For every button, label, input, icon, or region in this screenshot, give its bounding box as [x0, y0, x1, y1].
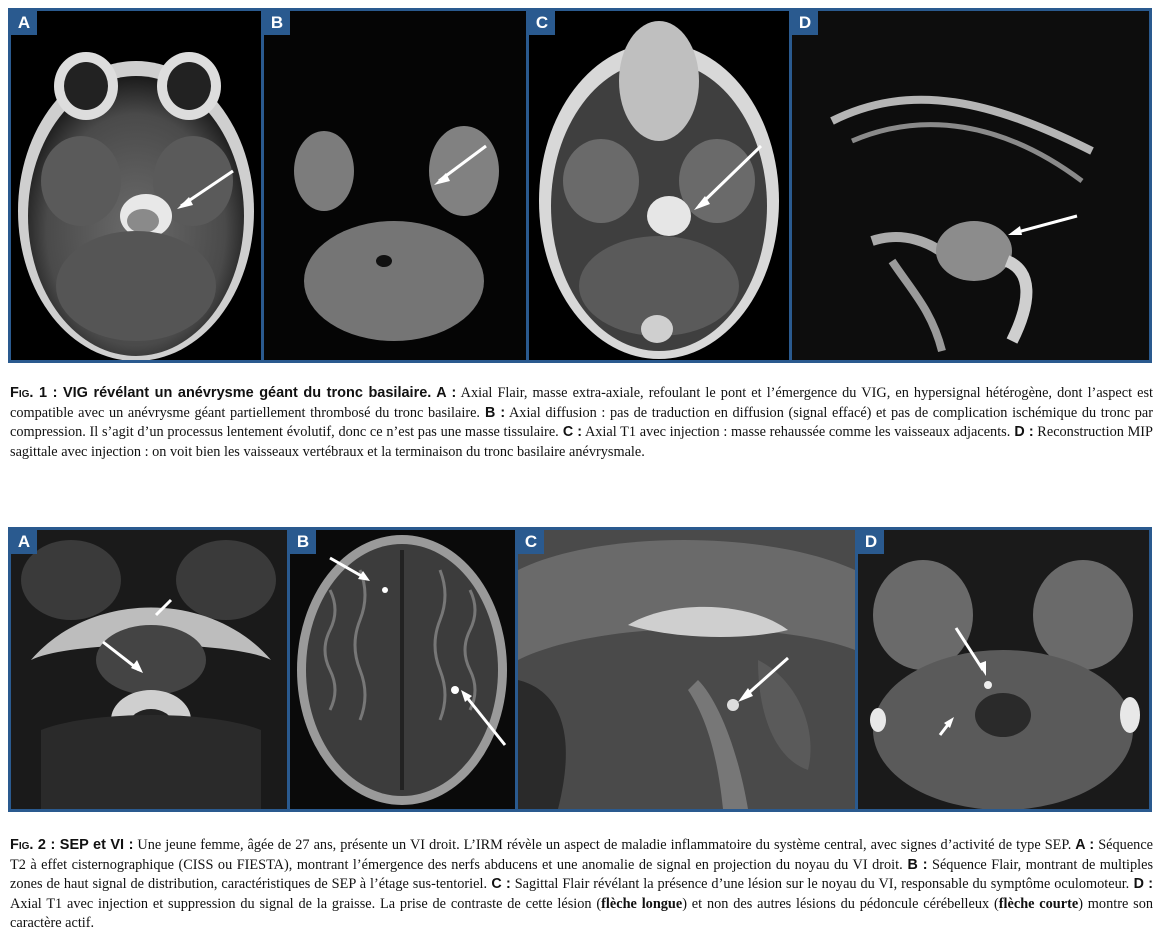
fig2-caption-intro: Une jeune femme, âgée de 27 ans, présente un VI droit. L’IRM révèle un aspect de maladie inflammatoire du système central, avec signes d’activité de type SEP.: [133, 837, 1072, 853]
fig1-caption-b-text: Axial diffusion : pas de traduction en diffusion (signal effacé) et pas de complication ischémique du tronc par compression. Il s’agit d’un processus lentement évolutif, donc ce n’est pas une masse tissulaire.: [10, 404, 1153, 440]
fig2-caption-b-text: Séquence Flair, montrant de multiples zones de haut signal de distribution, caractéristiques de SEP à l’étage sus-tentoriel.: [10, 856, 1154, 892]
fig2-caption-c-text: Sagittal Flair révélant la présence d’une lésion sur le noyau du VI, responsable du symptôme oculomoteur.: [510, 876, 1130, 892]
fig1-panel-b-mri: [264, 11, 526, 360]
fig2-caption-d-text-3: ) montre son caractère actif.: [10, 895, 1153, 931]
fig2-panel-b-label: B: [290, 530, 316, 554]
fig1-panel-c-label: C: [529, 11, 555, 35]
fig2-panel-a-mri: [11, 530, 287, 809]
fig2-caption-d-text-2: ) et non des autres lésions du pédoncule cérébelleux (: [682, 895, 999, 912]
fig1-caption-d-text: Reconstruction MIP sagittale avec injection : on voit bien les vaisseaux vertébraux et la terminaison du tronc basilaire anévrysmale.: [10, 424, 1153, 460]
axial-t1-image: [529, 11, 789, 360]
fig2-caption-a-text: Séquence T2 à effet cisternographique (CISS ou FIESTA), montrant l’émergence des nerfs abducens et une anomalie de signal en projection du noyau du VI droit.: [10, 837, 1154, 873]
t2-ciss-image: [11, 530, 287, 809]
fig1-caption-c-text: Axial T1 avec injection : masse rehaussée comme les vaisseaux adjacents.: [582, 424, 1011, 440]
fig2-caption-title: SEP et VI :: [55, 837, 134, 853]
fig1-panel-a-label: A: [11, 11, 37, 35]
sagittal-mip-image: [792, 11, 1149, 360]
flair-image: [290, 530, 515, 809]
fig2-panel-c-mri: [518, 530, 855, 809]
fig1-panel-d-mri: [792, 11, 1149, 360]
sagittal-flair-image: [518, 530, 855, 809]
short-arrow-term: flèche courte: [998, 895, 1079, 912]
figure-1-caption: Fig. 1 : VIG révélant un anévrysme géant du tronc basilaire. A : Axial Flair, masse extra-axiale, refoulant le pont et l’émergence du VIG, en hypersignal hétérogène, dont l’aspect est compatible avec un anévrysme géant partiellement thrombosé du tronc basilaire. B : Axial diffusion : pas de traduction en diffusion (signal effacé) et pas de complication ischémique du tronc par compression. Il s’agit d’un processus lentement évolutif, donc ce n’est pas une masse tissulaire. C : Axial T1 avec injection : masse rehaussée comme les vaisseaux adjacents. D : Reconstruction MIP sagittale avec injection : on voit bien les vaisseaux vertébraux et la terminaison du tronc basilaire anévrysmale.: [10, 385, 1154, 460]
axial-diffusion-image: [264, 11, 526, 360]
fig2-panel-a-label: A: [11, 530, 37, 554]
fig1-caption-title: VIG révélant un anévrysme géant du tronc basilaire.: [57, 385, 432, 401]
fig2-panel-d-mri: [858, 530, 1149, 809]
fig2-caption-label: Fig. 2 :: [10, 837, 56, 853]
fig1-caption-label: Fig. 1 :: [10, 385, 58, 401]
axial-flair-image: [11, 11, 261, 360]
axial-t1-fatsat-image: [858, 530, 1149, 809]
fig1-panel-d-label: D: [792, 11, 818, 35]
fig1-panel-c-mri: [529, 11, 789, 360]
fig1-caption-a-text: Axial Flair, masse extra-axiale, refoulant le pont et l’émergence du VIG, en hypersignal hétérogène, dont l’aspect est compatible avec un anévrysme géant partiellement thrombosé du tronc basilaire.: [10, 385, 1154, 421]
fig2-panel-d-label: D: [858, 530, 884, 554]
fig1-panel-a-mri: [11, 11, 261, 360]
long-arrow-term: flèche longue: [601, 895, 683, 912]
fig2-caption-d-text-1: Axial T1 avec injection et suppression du signal de la graisse. La prise de contraste de cette lésion (: [10, 895, 602, 912]
fig2-panel-c-label: C: [518, 530, 544, 554]
fig1-panel-b-label: B: [264, 11, 290, 35]
figure-2-caption: Fig. 2 : SEP et VI : Une jeune femme, âgée de 27 ans, présente un VI droit. L’IRM révèle un aspect de maladie inflammatoire du système central, avec signes d’activité de type SEP. A : Séquence T2 à effet cisternographique (CISS ou FIESTA), montrant l’émergence des nerfs abducens et une anomalie de signal en projection du noyau du VI droit. B : Séquence Flair, montrant de multiples zones de haut signal de distribution, caractéristiques de SEP à l’étage sus-tentoriel. C : Sagittal Flair révélant la présence d’une lésion sur le noyau du VI, responsable du symptôme oculomoteur. D : Axial T1 avec injection et suppression du signal de la graisse. La prise de contraste de cette lésion (flèche longue) et non des autres lésions du pédoncule cérébelleux (flèche courte) montre son caractère actif.: [10, 837, 1154, 931]
fig2-panel-b-mri: [290, 530, 515, 809]
